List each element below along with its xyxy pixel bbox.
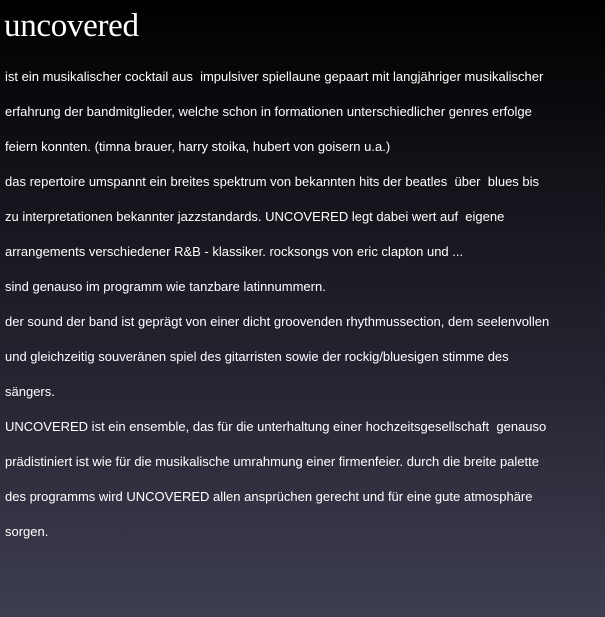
text-line: arrangements verschiedener R&B - klassiker. rocksongs von eric clapton und ... — [5, 244, 464, 259]
text-line: des programms wird UNCOVERED allen ansprüchen gerecht und für eine gute atmosphäre — [5, 489, 533, 504]
text-line: ist ein musikalischer cocktail aus impulsiver spiellaune gepaart mit langjähriger musikalischer — [5, 69, 544, 84]
description-text — [5, 59, 603, 549]
text-line: sängers. — [5, 384, 55, 399]
text-line: sorgen. — [5, 524, 49, 539]
text-line: feiern konnten. (timna brauer, harry stoika, hubert von goisern u.a.) — [5, 139, 391, 154]
text-line: UNCOVERED ist ein ensemble, das für die unterhaltung einer hochzeitsgesellschaft genauso — [5, 419, 547, 434]
page-title: uncovered — [4, 8, 139, 44]
text-line: sind genauso im programm wie tanzbare latinnummern. — [5, 279, 326, 294]
text-line: prädistiniert ist wie für die musikalische umrahmung einer firmenfeier. durch die breite palette — [5, 454, 539, 469]
text-line: und gleichzeitig souveränen spiel des gitarristen sowie der rockig/bluesigen stimme des — [5, 349, 509, 364]
text-line: der sound der band ist geprägt von einer dicht groovenden rhythmussection, dem seelenvollen — [5, 314, 550, 329]
text-line: erfahrung der bandmitglieder, welche schon in formationen unterschiedlicher genres erfolge — [5, 104, 532, 119]
text-line: das repertoire umspannt ein breites spektrum von bekannten hits der beatles über blues bis — [5, 174, 540, 189]
text-line: zu interpretationen bekannter jazzstandards. UNCOVERED legt dabei wert auf eigene — [5, 209, 505, 224]
